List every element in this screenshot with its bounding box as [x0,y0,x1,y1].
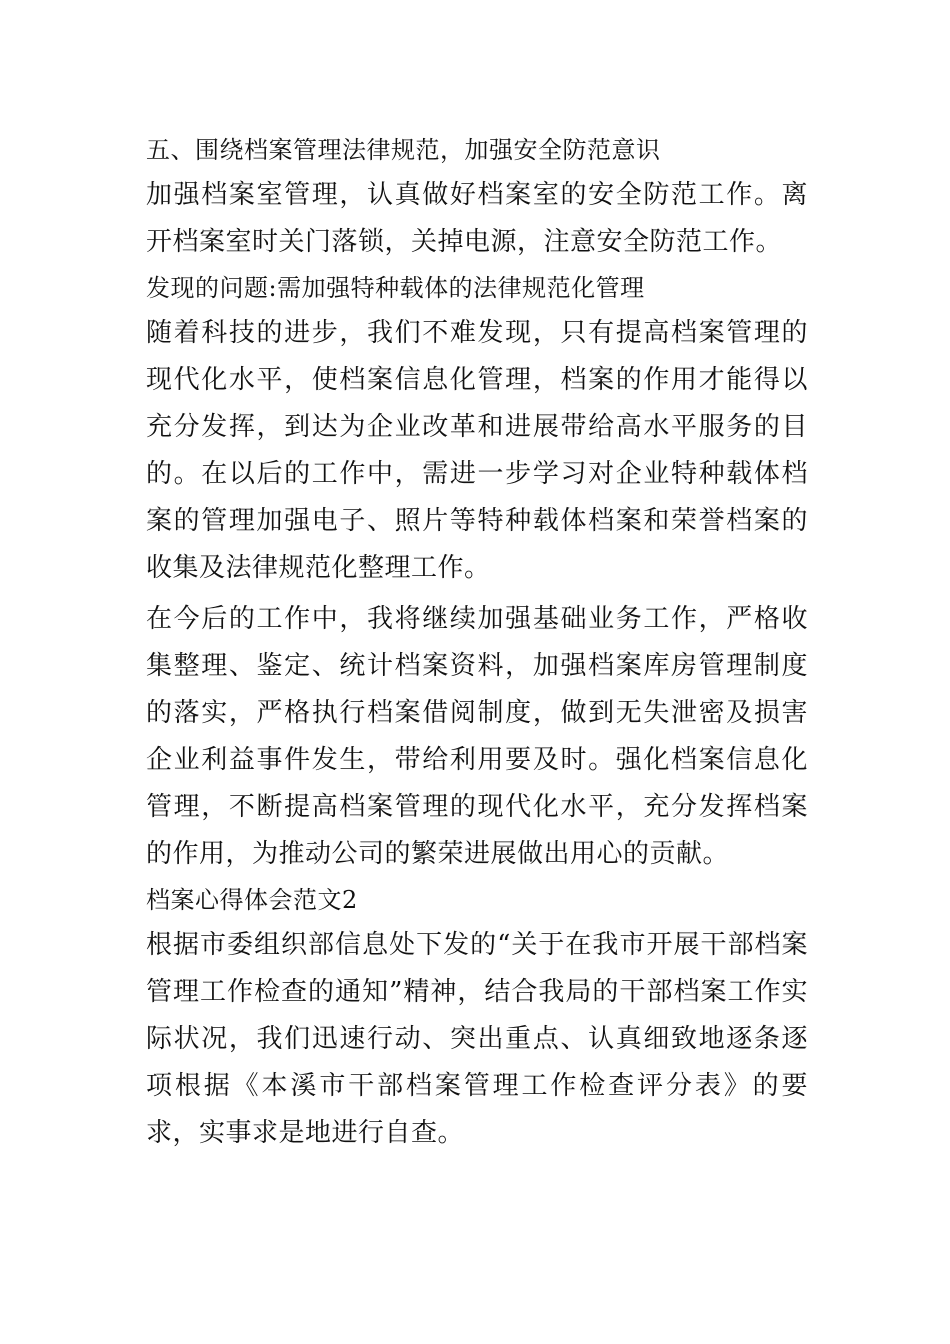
paragraph-future-work: 在今后的工作中，我将继续加强基础业务工作，严格收集整理、鉴定、统计档案资料，加强档案库房管理制度的落实，严格执行档案借阅制度，做到无失泄密及损害企业利益事件发生，带给利用要及时。强化档案信息化管理，不断提高档案管理的现代化水平，充分发挥档案的作用，为推动公司的繁荣进展做出用心的贡献。 [146,604,808,869]
section-heading-five: 五、围绕档案管理法律规范，加强安全防范意识 [146,136,661,164]
document-page [146,128,808,1157]
paragraph-self-inspection: 根据市委组织部信息处下发的“关于在我市开展干部档案管理工作检查的通知”精神，结合我局的干部档案工作实际状况，我们迅速行动、突出重点、认真细致地逐条逐项根据《本溪市干部档案管理工作检查评分表》的要求，实事求是地进行自查。 [146,930,808,1148]
heading-issues-found: 发现的问题:需加强特种载体的法律规范化管理 [146,274,645,302]
heading-sample-two: 档案心得体会范文2 [146,886,358,914]
paragraph-modernization: 随着科技的进步，我们不难发现，只有提高档案管理的现代化水平，使档案信息化管理，档案的作用才能得以充分发挥，到达为企业改革和进展带给高水平服务的目的。在以后的工作中，需进一步学习对企业特种载体档案的管理加强电子、照片等特种载体档案和荣誉档案的收集及法律规范化整理工作。 [146,318,808,583]
paragraph-archive-security: 加强档案室管理，认真做好档案室的安全防范工作。离开档案室时关门落锁，关掉电源，注意安全防范工作。 [146,180,808,257]
